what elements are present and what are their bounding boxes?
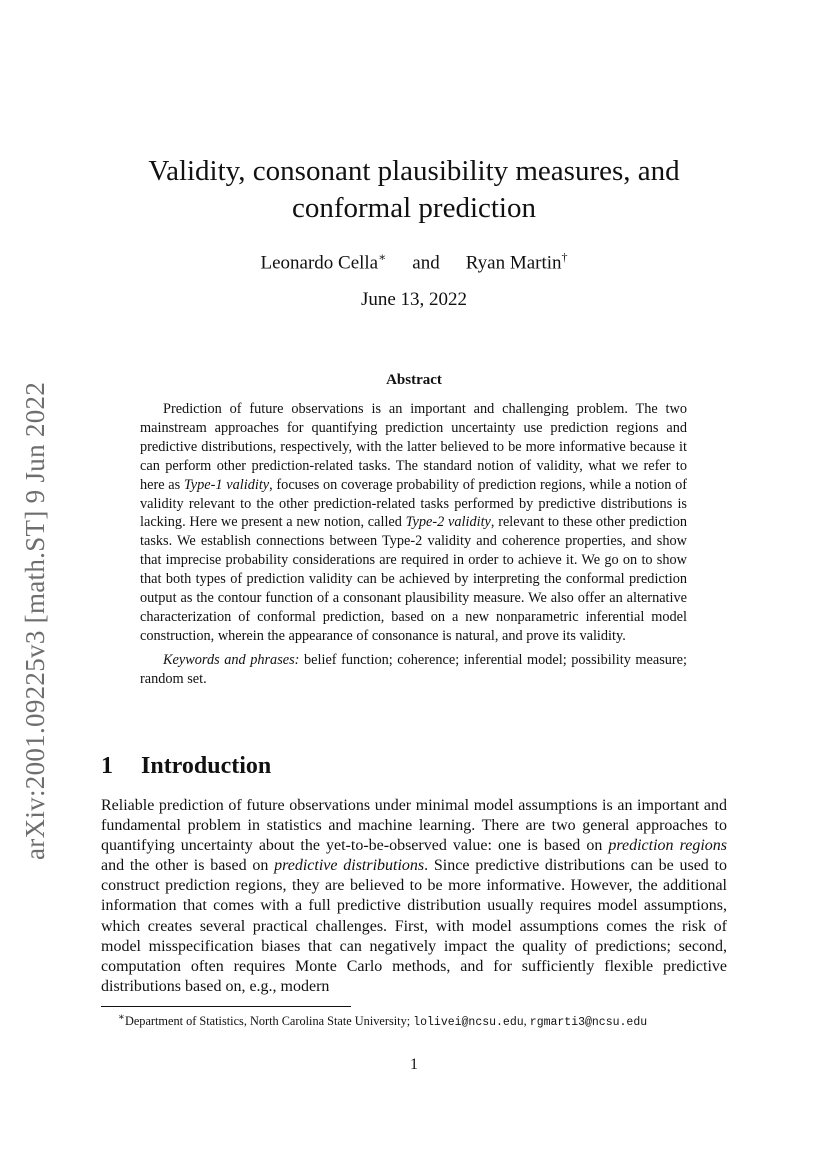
arxiv-identifier-stamp: arXiv:2001.09225v3 [math.ST] 9 Jun 2022: [20, 381, 50, 860]
body-text: . Since predictive distributions can be used to construct prediction regions, they are believed to be more informative. However, the additional information that comes with a full predictive distribution usually requires model assumptions, which creates several practical challenges. First, with model assumptions comes the risk of model misspecification biases that can negatively impact the quality of predictions; second, computation often requires Monte Carlo methods, and for sufficiently flexible predictive distributions based on, e.g., modern: [101, 857, 728, 995]
keywords-label: Keywords and phrases:: [163, 651, 300, 668]
paper-title: [0, 153, 828, 227]
footnote-separator: ,: [523, 1014, 530, 1029]
section-heading: [101, 753, 271, 780]
intro-paragraph: [101, 796, 727, 997]
publication-date: June 13, 2022: [360, 289, 468, 310]
email-link[interactable]: lolivei@ncsu.edu: [413, 1016, 524, 1030]
footnote-marker: †: [561, 250, 568, 264]
author-name: Ryan Martin: [465, 252, 562, 274]
emphasis-type1-validity: Type-1 validity: [183, 476, 270, 493]
author-list: [0, 250, 828, 274]
page-number: 1: [410, 1056, 418, 1073]
email-link[interactable]: rgmarti3@ncsu.edu: [529, 1016, 648, 1030]
title-line-2: conformal prediction: [292, 192, 536, 224]
footnote-marker: ∗: [118, 1012, 125, 1023]
emphasis-type2-validity: Type-2 validity: [405, 514, 491, 531]
body-text: and the other is based on: [101, 857, 275, 875]
emphasis-prediction-regions: prediction regions: [608, 837, 727, 855]
title-line-1: Validity, consonant plausibility measures, and: [148, 155, 680, 187]
keywords-paragraph: [140, 651, 687, 689]
abstract-heading: Abstract: [386, 372, 442, 388]
footnote-divider: [101, 1006, 351, 1007]
footnote-marker: ∗: [378, 250, 387, 264]
abstract-text: Prediction of future observations is an important and challenging problem. The two mainstream approaches for quantifying prediction uncertainty use prediction regions and predictive distributions, respectively, with the latter believed to be more informative because it can perform other prediction-related tasks. The standard notion of validity, what we refer to here as: [140, 401, 687, 493]
section-number: 1: [101, 753, 113, 779]
abstract-text: , focuses on coverage probability of prediction regions, while a notion of validity relevant to the other prediction-related tasks performed by predictive distributions is lacking. Here we present a new notion, called: [140, 476, 687, 531]
abstract-body: [140, 400, 687, 689]
body-text: Reliable prediction of future observations under minimal model assumptions is an important and fundamental problem in statistics and machine learning. There are two general approaches to quantifying uncertainty about the yet-to-be-observed value: one is based on: [101, 797, 727, 855]
abstract-paragraph: [140, 400, 687, 646]
emphasis-predictive-distributions: predictive distributions: [274, 857, 425, 875]
footnote: [101, 1011, 741, 1029]
keywords-list: belief function; coherence; inferential model; possibility measure; random set.: [140, 651, 687, 687]
footnote-text: Department of Statistics, North Carolina State University;: [124, 1014, 414, 1029]
section-title: Introduction: [141, 753, 272, 779]
author-connector: and: [412, 252, 440, 274]
abstract-text: , relevant to these other prediction tasks. We establish connections between Type-2 validity and coherence properties, and show that imprecise probability considerations are required in order to achieve it. We go on to show that both types of prediction validity can be achieved by interpreting the conformal prediction output as the contour function of a consonant plausibility measure. We also offer an alternative characterization of conformal prediction, based on a new nonparametric inferential model construction, wherein the appearance of consonance is natural, and prove its validity.: [140, 514, 687, 644]
author-name: Leonardo Cella: [260, 252, 379, 274]
